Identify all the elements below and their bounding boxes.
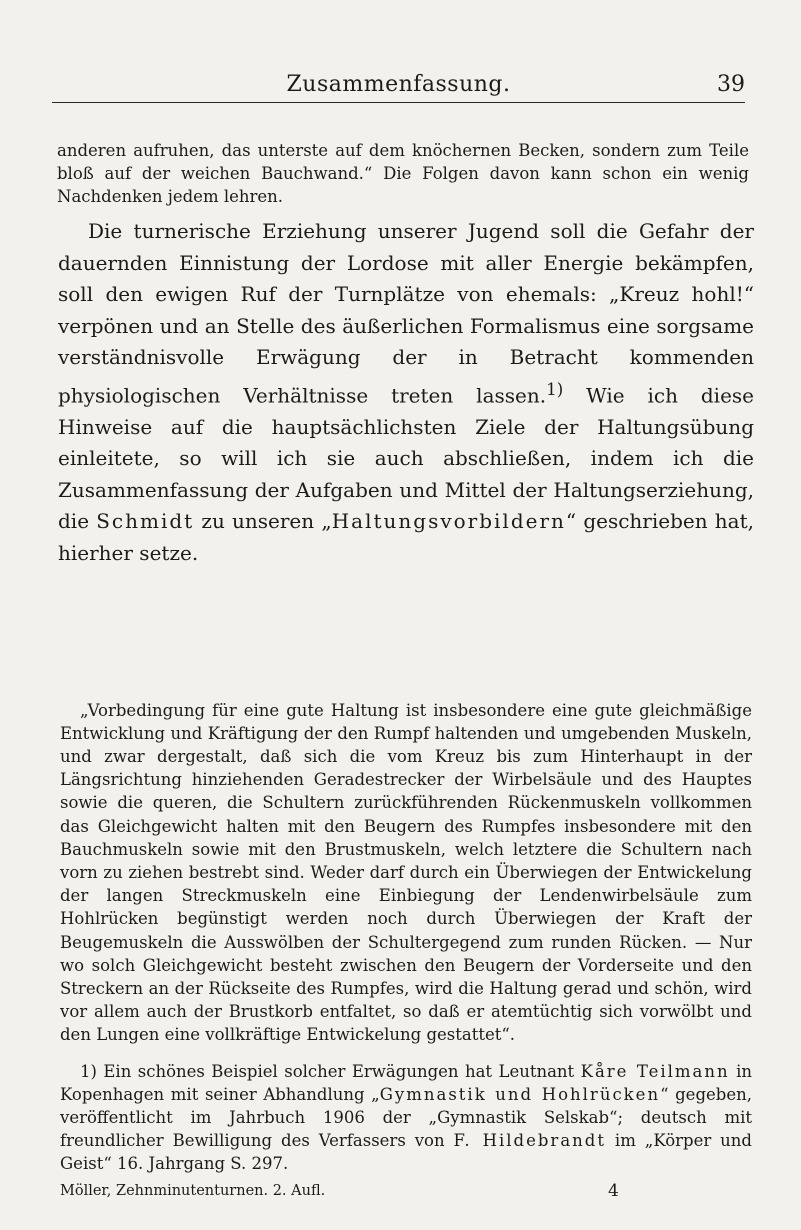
page-footer — [60, 1183, 745, 1205]
main-paragraph — [58, 216, 754, 569]
footnote-reference: 1) — [546, 379, 564, 399]
author-name: Schmidt — [96, 509, 195, 534]
footnote-text-4: im „Körper und Geist“ 16. Jahrgang S. 297. — [60, 1131, 752, 1174]
footnote-work-title: Gymnastik und Hohlrücken — [379, 1084, 661, 1104]
main-text-2: Wie ich diese Hinweise auf die hauptsächlichsten Ziele der Haltungsübung einleitete, so will ich sie auch abschließen, indem ich die Zusammenfassung der Aufgaben und Mittel der Haltungserziehung, die — [58, 383, 754, 534]
page-number: 39 — [717, 72, 745, 97]
footnote-translator: F. Hildebrandt — [453, 1131, 606, 1151]
footnote-text-3: “ gegeben, veröffentlicht im Jahrbuch 1906 der „Gymnastik Selskab“; deutsch mit freundlicher Bewilligung des Verfassers von — [60, 1084, 752, 1151]
running-header — [52, 68, 745, 103]
running-title: Zusammenfassung. — [286, 72, 511, 97]
signature-mark: 4 — [608, 1181, 619, 1201]
main-text-3: zu unseren „ — [194, 509, 332, 534]
footnote-person: Kåre Teilmann — [580, 1061, 730, 1081]
block-quote: „Vorbedingung für eine gute Haltung ist insbesondere eine gute gleichmäßige Entwicklung und Kräftigung der den Rumpf haltenden und umgebenden Muskeln, und zwar dergestalt, daß sich die vom Kreuz bis zum Hinterhaupt in der Längsrichtung hinziehenden Geradestrecker der Wirbelsäule und des Hauptes sowie die queren, die Schultern zurückführenden Rückenmuskeln vollkommen das Gleichgewicht halten mit den Beugern des Rumpfes insbesondere mit den Bauchmuskeln sowie mit den Brustmuskeln, welch letztere die Schultern nach vorn zu ziehen bestrebt sind. Weder darf durch ein Überwiegen der Entwickelung der langen Streckmuskeln eine Einbiegung der Lendenwirbelsäule zum Hohlrücken begünstigt werden noch durch Überwiegen der Kraft der Beugemuskeln die Ausswölben der Schultergegend zum runden Rücken. — Nur wo solch Gleichgewicht besteht zwischen den Beugern der Vorderseite und den Streckern an der Rückseite des Rumpfes, wird die Haltung gerad und schön, wird vor allem auch der Brustkorb entfaltet, so daß er atemtüchtig sich vorwölbt und den Lungen eine vollkräftige Entwickelung gestattet“. — [60, 700, 752, 1045]
footnote-marker: 1) — [80, 1061, 97, 1081]
footnote-text-1: Ein schönes Beispiel solcher Erwägungen hat Leutnant — [96, 1061, 581, 1081]
book-title: Haltungsvorbildern — [331, 509, 566, 534]
main-text-1: Die turnerische Erziehung unserer Jugend soll die Gefahr der dauernden Einnistung der Lordose mit aller Energie bekämpfen, soll den ewigen Ruf der Turnplätze von ehemals: „Kreuz hohl!“ verpönen und an Stelle des äußerlichen Formalismus eine sorgsame verständnisvolle Erwägung der in Betracht kommenden physiologischen Verhältnisse treten lassen. — [58, 219, 754, 408]
footnote — [60, 1060, 752, 1176]
intro-paragraph: anderen aufruhen, das unterste auf dem knöchernen Becken, sondern zum Teile bloß auf der weichen Bauchwand.“ Die Folgen davon kann schon ein wenig Nachdenken jedem lehren. — [57, 140, 749, 206]
footnote-text-2: in Kopenhagen mit seiner Abhandlung „ — [60, 1061, 752, 1104]
main-text-4: “ geschrieben hat, hierher setze. — [58, 509, 754, 565]
footer-publication: Möller, Zehnminutenturnen. 2. Aufl. — [60, 1183, 326, 1199]
